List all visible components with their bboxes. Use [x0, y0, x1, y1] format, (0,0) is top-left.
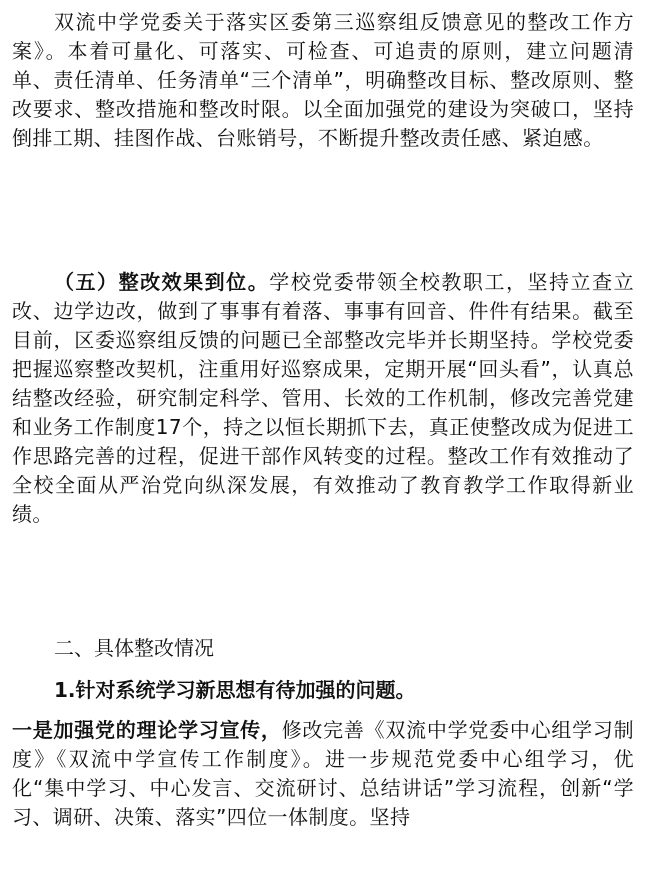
section-heading: 二、具体整改情况	[54, 636, 214, 660]
paragraph-theory-study-lead: 一是加强党的理论学习宣传，	[12, 718, 282, 742]
paragraph-rectification-effect-body: 学校党委带领全校教职工，坚持立查立改、边学边改，做到了事事有着落、事事有回音、件件有结果。截至目前，区委巡察组反馈的问题已全部整改完毕并长期坚持。学校党委把握巡察整改契机，注重用好巡察成果，定期开展“回头看”，认真总结整改经验，研究制定科学、管用、长效的工作机制，修改完善党建和业务工作制度17个，持之以恒长期抓下去，真正使整改成为促进工作思路完善的过程，促进干部作风转变的过程。整改工作有效推动了全校全面从严治党向纵深发展，有效推动了教育教学工作取得新业绩。	[12, 270, 634, 526]
paragraph-theory-study-body: 修改完善《双流中学党委中心组学习制度》《双流中学宣传工作制度》。进一步规范党委中心组学习，优化“集中学习、中心发言、交流研讨、总结讲话”学习流程，创新“学习、调研、决策、落实”四位一体制度。坚持	[12, 718, 634, 829]
paragraph-theory-study	[12, 716, 634, 832]
sub-heading: 1.针对系统学习新思想有待加强的问题。	[54, 678, 416, 702]
paragraph-rectification-effect-lead: （五）整改效果到位。	[54, 270, 270, 294]
paragraph-rectification-effect	[12, 268, 634, 529]
paragraph-rectification-plan: 双流中学党委关于落实区委第三巡察组反馈意见的整改工作方案》。本着可量化、可落实、可检查、可追责的原则，建立问题清单、责任清单、任务清单“三个清单”，明确整改目标、整改原则、整改要求、整改措施和整改时限。以全面加强党的建设为突破口，坚持倒排工期、挂图作战、台账销号，不断提升整改责任感、紧迫感。	[12, 10, 634, 150]
